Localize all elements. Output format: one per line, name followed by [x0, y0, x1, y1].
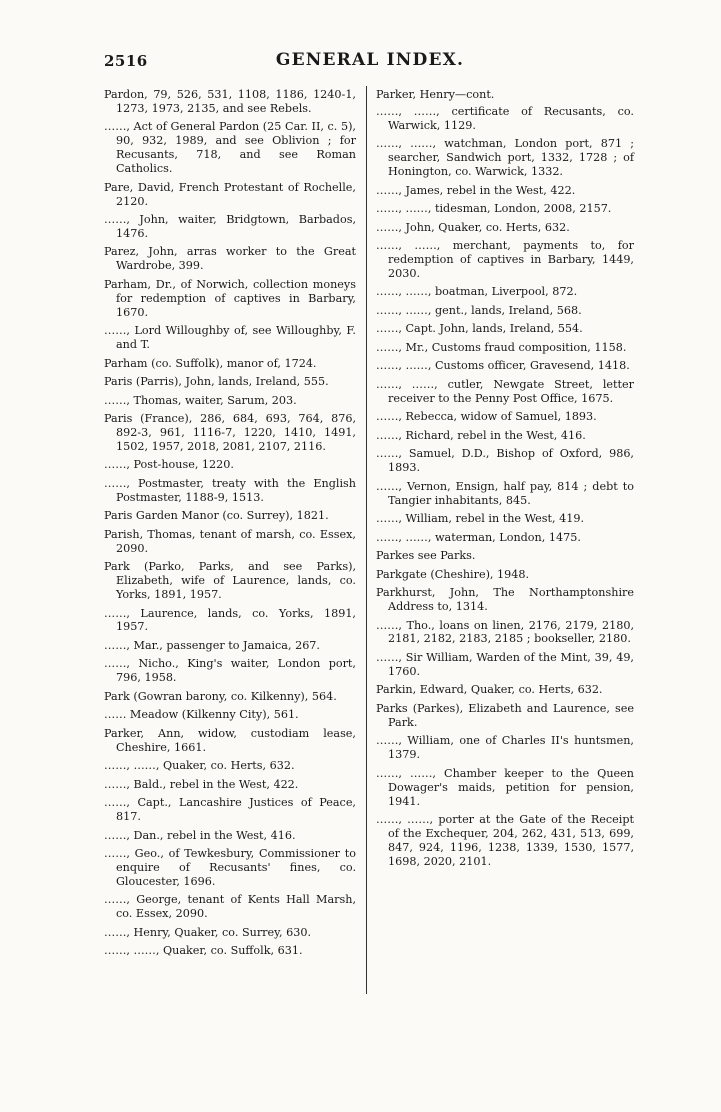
index-entry: ……, James, rebel in the West, 422.	[376, 183, 576, 197]
index-entry: ……, Laurence, lands, co. Yorks, 1891, 1957.	[104, 606, 356, 634]
index-entry: ……, ……, certificate of Recusants, co. Warwick, 1129.	[376, 104, 634, 132]
index-entry: Parker, Ann, widow, custodiam lease, Cheshire, 1661.	[104, 726, 356, 754]
index-entry: ……, Tho., loans on linen, 2176, 2179, 2180, 2181, 2182, 2183, 2185 ; bookseller, 2180.	[376, 618, 634, 646]
index-entry: Parham, Dr., of Norwich, collection moneys for redemption of captives in Barbary, 1670.	[104, 277, 356, 319]
index-entry: Pardon, 79, 526, 531, 1108, 1186, 1240-1, 1273, 1973, 2135, and see Rebels.	[104, 88, 356, 115]
index-entry: ……, Act of General Pardon (25 Car. II, c. 5), 90, 932, 1989, and see Oblivion ; for Recusants, 718, and see Roman Catholics.	[104, 120, 356, 176]
index-entry: ……, Postmaster, treaty with the English Postmaster, 1188-9, 1513.	[104, 476, 356, 504]
index-entry: Parez, John, arras worker to the Great Wardrobe, 399.	[104, 245, 356, 273]
index-entry: ……, Dan., rebel in the West, 416.	[104, 828, 296, 842]
index-entry: ……, Rebecca, widow of Samuel, 1893.	[376, 410, 597, 424]
index-entry: Park (Parko, Parks, and see Parks), Elizabeth, wife of Laurence, lands, co. Yorks, 1891, 1957.	[104, 560, 356, 601]
index-entry: ……, John, waiter, Bridgtown, Barbados, 1476.	[104, 213, 356, 240]
index-entry: Paris (France), 286, 684, 693, 764, 876, 892-3, 961, 1116-7, 1220, 1410, 1491, 1502, 1957, 2018, 2081, 2107, 2116.	[104, 412, 356, 453]
column-divider	[366, 86, 367, 994]
index-entry: ……, ……, Customs officer, Gravesend, 1418.	[376, 359, 630, 373]
page-number: 2516	[104, 52, 148, 70]
index-entry: ……, Richard, rebel in the West, 416.	[376, 428, 586, 442]
index-entry: Park (Gowran barony, co. Kilkenny), 564.	[104, 689, 337, 703]
index-entry: ……, Vernon, Ensign, half pay, 814 ; debt to Tangier inhabitants, 845.	[376, 479, 634, 507]
index-entry: ……, Lord Willoughby of, see Willoughby, F. and T.	[104, 324, 356, 352]
index-entry: Parkes see Parks.	[376, 549, 476, 563]
index-entry: ……, ……, Chamber keeper to the Queen Dowager's maids, petition for pension, 1941.	[376, 766, 634, 808]
index-entry: Parish, Thomas, tenant of marsh, co. Essex, 2090.	[104, 527, 356, 555]
page-header	[104, 52, 636, 78]
index-column-left	[104, 88, 356, 963]
index-entry: ……, ……, boatman, Liverpool, 872.	[376, 285, 578, 299]
index-entry: Parks (Parkes), Elizabeth and Laurence, see Park.	[376, 701, 634, 729]
index-entry: Pare, David, French Protestant of Rochelle, 2120.	[104, 180, 356, 208]
index-entry: ……, John, Quaker, co. Herts, 632.	[376, 220, 570, 234]
index-entry: ……, Thomas, waiter, Sarum, 203.	[104, 393, 297, 407]
index-entry: ……, Nicho., King's waiter, London port, 796, 1958.	[104, 657, 356, 685]
index-entry: ……, George, tenant of Kents Hall Marsh, co. Essex, 2090.	[104, 893, 356, 921]
index-entry: ……, Capt. John, lands, Ireland, 554.	[376, 322, 583, 336]
index-entry: Parkhurst, John, The Northamptonshire Address to, 1314.	[376, 586, 634, 614]
index-entry: ……, Mr., Customs fraud composition, 1158.	[376, 340, 627, 354]
index-entry: ……, ……, tidesman, London, 2008, 2157.	[376, 202, 612, 216]
index-entry: ……, Post-house, 1220.	[104, 458, 234, 472]
index-entry: Paris Garden Manor (co. Surrey), 1821.	[104, 509, 329, 523]
index-entry: Parkin, Edward, Quaker, co. Herts, 632.	[376, 683, 603, 697]
running-head-title: GENERAL INDEX.	[275, 50, 465, 70]
index-entry: ……, ……, gent., lands, Ireland, 568.	[376, 303, 582, 317]
index-entry: ……, William, one of Charles II's huntsmen, 1379.	[376, 734, 634, 762]
continued-heading: Parker, Henry—cont.	[376, 88, 495, 101]
index-entry: ……, ……, watchman, London port, 871 ; searcher, Sandwich port, 1332, 1728 ; of Honington, co. Warwick, 1332.	[376, 137, 634, 179]
index-entry: Parham (co. Suffolk), manor of, 1724.	[104, 356, 317, 370]
index-entry: Parkgate (Cheshire), 1948.	[376, 567, 530, 581]
index-entry: ……, ……, cutler, Newgate Street, letter receiver to the Penny Post Office, 1675.	[376, 377, 634, 405]
index-entry: ……, ……, Quaker, co. Herts, 632.	[104, 759, 295, 773]
index-entry: ……, ……, Quaker, co. Suffolk, 631.	[104, 944, 303, 958]
index-entry: ……, Geo., of Tewkesbury, Commissioner to enquire of Recusants' fines, co. Gloucester, 1696.	[104, 847, 356, 888]
index-entry: ……, Mar., passenger to Jamaica, 267.	[104, 638, 320, 652]
index-entry: ……, William, rebel in the West, 419.	[376, 512, 585, 526]
index-entry: ……, ……, merchant, payments to, for redemption of captives in Barbary, 1449, 2030.	[376, 239, 634, 280]
index-entry: ……, Sir William, Warden of the Mint, 39, 49, 1760.	[376, 650, 634, 678]
index-entry: ……, Bald., rebel in the West, 422.	[104, 777, 299, 791]
index-entry: ……, ……, waterman, London, 1475.	[376, 530, 581, 544]
index-column-right	[376, 88, 634, 873]
index-entry: ……, Capt., Lancashire Justices of Peace, 817.	[104, 796, 356, 824]
index-entry: Paris (Parris), John, lands, Ireland, 555.	[104, 375, 329, 389]
index-entry: …… Meadow (Kilkenny City), 561.	[104, 708, 299, 722]
index-entry: ……, Henry, Quaker, co. Surrey, 630.	[104, 925, 311, 939]
index-entry: ……, ……, porter at the Gate of the Receipt of the Exchequer, 204, 262, 431, 513, 699, 847, 924, 1196, 1238, 1339, 1530, 1577, 1698, 2020, 2101.	[376, 813, 634, 868]
index-entry: ……, Samuel, D.D., Bishop of Oxford, 986, 1893.	[376, 447, 634, 475]
